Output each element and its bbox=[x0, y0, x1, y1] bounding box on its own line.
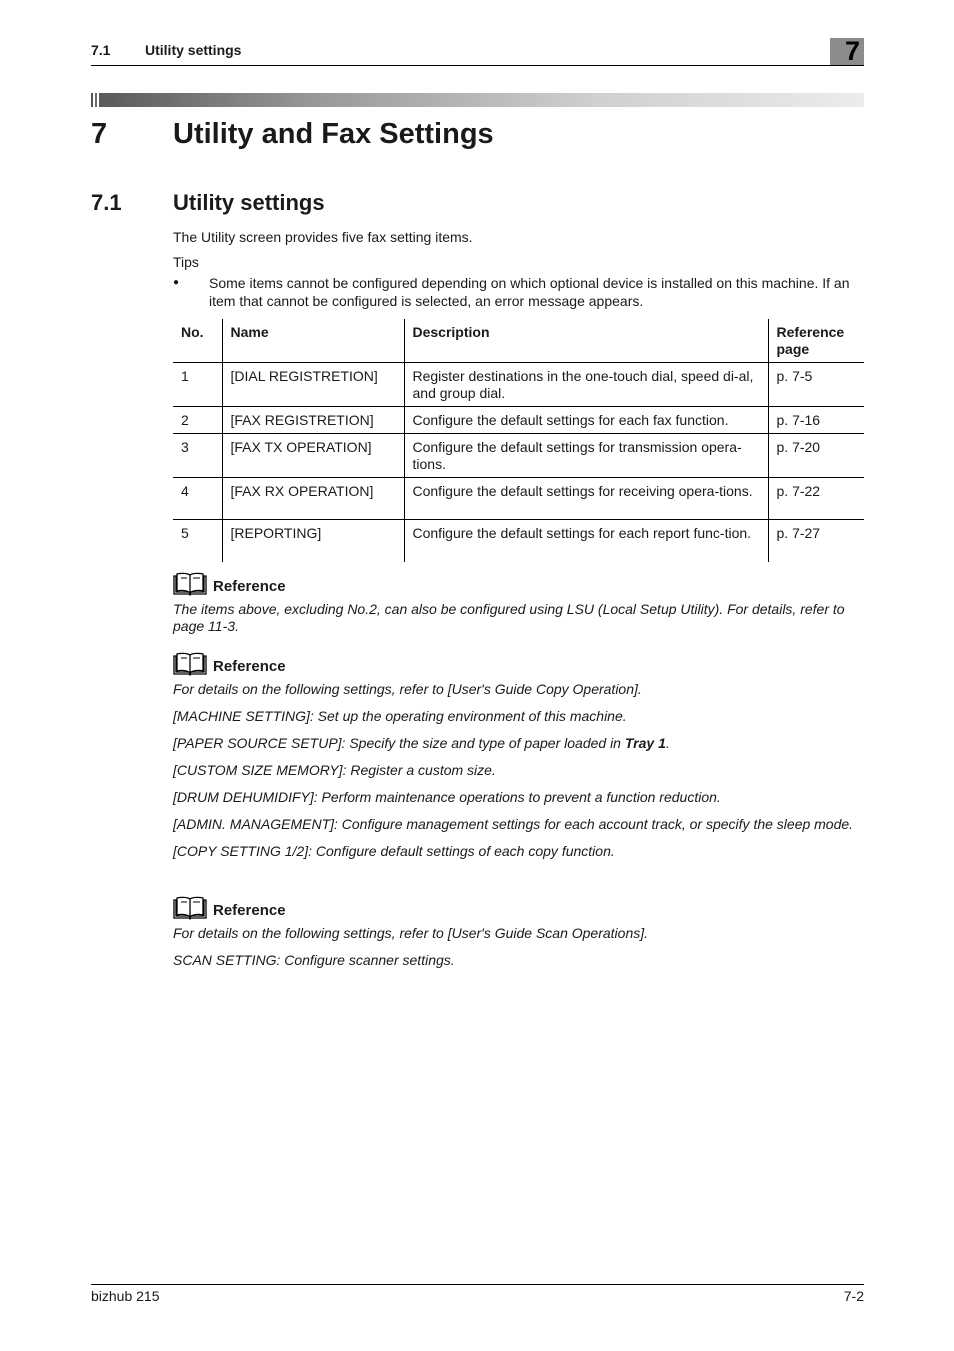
table-header-row bbox=[173, 319, 864, 363]
chapter-number: 7 bbox=[91, 118, 108, 150]
reference-heading bbox=[173, 652, 864, 676]
cell-description: Configure the default settings for receiving opera-tions. bbox=[404, 478, 768, 520]
cell-name: [FAX REGISTRETION] bbox=[222, 407, 404, 434]
reference-text: For details on the following settings, refer to [User's Guide Copy Operation]. bbox=[173, 681, 642, 697]
reference-text-paper-source bbox=[173, 735, 864, 752]
reference-text: The items above, excluding No.2, can also be configured using LSU (Local Setup Utility). For details, refer to page 11-3. bbox=[173, 601, 845, 634]
book-icon bbox=[173, 572, 207, 596]
reference-label: Reference bbox=[213, 658, 286, 675]
cell-no: 3 bbox=[173, 434, 222, 478]
header-section-number: 7.1 bbox=[91, 42, 111, 58]
running-header bbox=[91, 36, 864, 66]
table-row bbox=[173, 478, 864, 520]
book-icon bbox=[173, 896, 207, 920]
reference-text: For details on the following settings, refer to [User's Guide Scan Operations]. bbox=[173, 925, 649, 941]
table-row bbox=[173, 363, 864, 407]
reference-label: Reference bbox=[213, 578, 286, 595]
chapter-title-text: Utility and Fax Settings bbox=[173, 118, 494, 150]
cell-no: 2 bbox=[173, 407, 222, 434]
cell-description: Configure the default settings for each fax function. bbox=[404, 407, 768, 434]
reference-heading bbox=[173, 896, 864, 920]
utility-settings-table bbox=[173, 319, 864, 562]
section-number: 7.1 bbox=[91, 190, 122, 215]
reference-text: [CUSTOM SIZE MEMORY]: Register a custom size. bbox=[173, 762, 496, 778]
reference-text: [COPY SETTING 1/2]: Configure default settings of each copy function. bbox=[173, 843, 615, 859]
reference-block-lsu bbox=[173, 572, 864, 635]
cell-reference-page: p. 7-27 bbox=[768, 520, 864, 562]
cell-name: [REPORTING] bbox=[222, 520, 404, 562]
cell-name: [FAX TX OPERATION] bbox=[222, 434, 404, 478]
chapter-tab bbox=[830, 38, 864, 65]
column-header-name: Name bbox=[222, 319, 404, 363]
chapter-gradient-bar bbox=[91, 93, 864, 107]
tips-label: Tips bbox=[173, 254, 199, 270]
chapter-tab-number: 7 bbox=[844, 36, 860, 66]
bullet-dot-icon: ● bbox=[173, 277, 180, 288]
tray-emphasis: Tray 1 bbox=[624, 735, 666, 751]
reference-text: [MACHINE SETTING]: Set up the operating environment of this machine. bbox=[173, 708, 627, 724]
table-row bbox=[173, 407, 864, 434]
cell-reference-page: p. 7-16 bbox=[768, 407, 864, 434]
cell-description: Configure the default settings for transmission opera-tions. bbox=[404, 434, 768, 478]
cell-description: Register destinations in the one-touch dial, speed di-al, and group dial. bbox=[404, 363, 768, 407]
table-row bbox=[173, 520, 864, 562]
reference-text: [PAPER SOURCE SETUP]: Specify the size and type of paper loaded in bbox=[173, 735, 625, 751]
reference-text-trailing: . bbox=[665, 735, 670, 751]
reference-text: [ADMIN. MANAGEMENT]: Configure management settings for each account track, or specify the sleep mode. bbox=[173, 816, 854, 832]
reference-block-scan-operations bbox=[173, 896, 864, 969]
reference-heading bbox=[173, 572, 864, 596]
cell-reference-page: p. 7-20 bbox=[768, 434, 864, 478]
column-header-description: Description bbox=[404, 319, 768, 363]
footer-page-number: 7-2 bbox=[843, 1288, 864, 1304]
footer-product-name: bizhub 215 bbox=[91, 1288, 160, 1304]
column-header-no: No. bbox=[173, 319, 222, 363]
intro-text: The Utility screen provides five fax setting items. bbox=[173, 229, 473, 245]
reference-label: Reference bbox=[213, 902, 286, 919]
reference-text: SCAN SETTING: Configure scanner settings. bbox=[173, 952, 455, 968]
tips-bullet-text: Some items cannot be configured depending on which optional device is installed on this machine. If an item that cannot be configured is selected, an error message appears. bbox=[209, 275, 850, 309]
cell-reference-page: p. 7-22 bbox=[768, 478, 864, 520]
table-row bbox=[173, 434, 864, 478]
cell-description: Configure the default settings for each report func-tion. bbox=[404, 520, 768, 562]
cell-no: 4 bbox=[173, 478, 222, 520]
cell-no: 1 bbox=[173, 363, 222, 407]
cell-reference-page: p. 7-5 bbox=[768, 363, 864, 407]
section-title-text: Utility settings bbox=[173, 190, 325, 215]
cell-no: 5 bbox=[181, 525, 189, 541]
book-icon bbox=[173, 652, 207, 676]
cell-name: [FAX RX OPERATION] bbox=[222, 478, 404, 520]
header-section-title: Utility settings bbox=[145, 42, 242, 58]
reference-block-copy-operation bbox=[173, 652, 864, 860]
column-header-reference-page: Reference page bbox=[768, 319, 864, 363]
cell-name: [DIAL REGISTRETION] bbox=[222, 363, 404, 407]
reference-text: [DRUM DEHUMIDIFY]: Perform maintenance operations to prevent a function reduction. bbox=[173, 789, 721, 805]
running-footer bbox=[91, 1284, 864, 1308]
